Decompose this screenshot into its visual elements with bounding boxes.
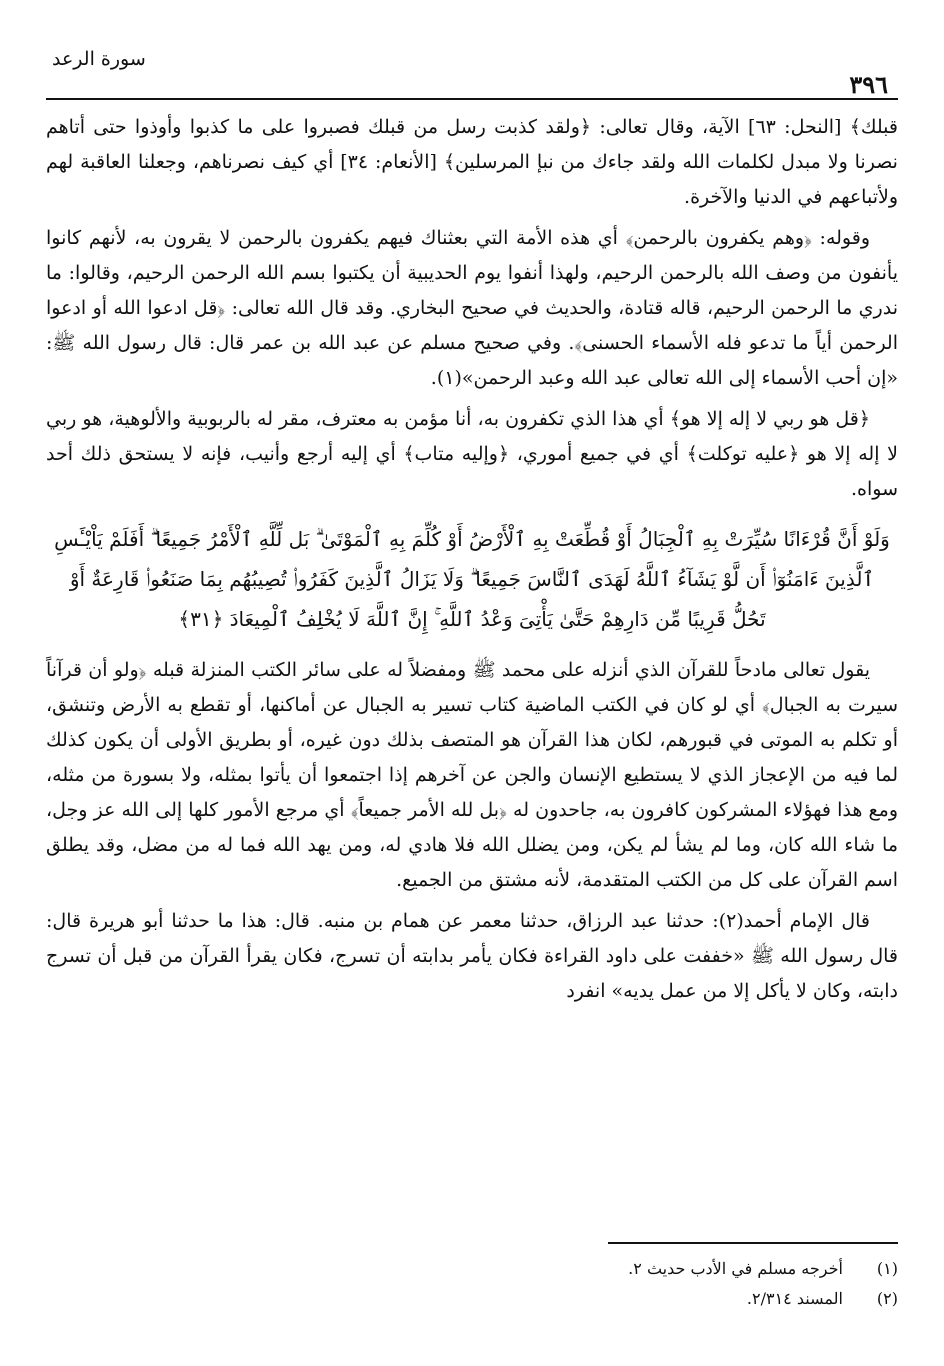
footnote-number: (٢) [876, 1289, 898, 1308]
footnote-number: (١) [876, 1259, 898, 1278]
quran-verse: وَلَوْ أَنَّ قُرْءَانًا سُيِّرَتْ بِهِ ٱلْجِبَالُ أَوْ قُطِّعَتْ بِهِ ٱلْأَرْضُ أَوْ كُلِّمَ بِهِ ٱلْمَوْتَىٰ ۗ بَل لِّلَّهِ ٱلْأَمْرُ جَمِيعًا ۗ أَفَلَمْ يَاْيْـَٔسِ ٱلَّذِينَ ءَامَنُوٓا۟ أَن لَّوْ يَشَآءُ ٱللَّهُ لَهَدَى ٱلنَّاسَ جَمِيعًا ۗ وَلَا يَزَالُ ٱلَّذِينَ كَفَرُوا۟ تُصِيبُهُم بِمَا صَنَعُوا۟ قَارِعَةٌ أَوْ تَحُلُّ قَرِيبًا مِّن دَارِهِمْ حَتَّىٰ يَأْتِىَ وَعْدُ ٱللَّهِ ۚ إِنَّ ٱللَّهَ لَا يُخْلِفُ ٱلْمِيعَادَ ﴿٣١﴾ [54, 527, 890, 631]
footnote [46, 1254, 898, 1284]
paragraph: وقوله: ﴿وهم يكفرون بالرحمن﴾ أي هذه الأمة التي بعثناك فيهم يكفرون بالرحمن لا يقرون به، لأنهم كانوا يأنفون من وصف الله بالرحمن الرحيم، ولهذا أنفوا يوم الحديبية أن يكتبوا بسم الله الرحمن الرحيم، وقالوا: ما ندري ما الرحمن الرحيم، قاله قتادة، والحديث في صحيح البخاري. وقد قال الله تعالى: ﴿قل ادعوا الله أو ادعوا الرحمن أياً ما تدعو فله الأسماء الحسنى﴾. وفي صحيح مسلم عن عبد الله بن عمر قال: قال رسول الله ﷺ: «إن أحب الأسماء إلى الله تعالى عبد الله وعبد الرحمن»(١). [46, 227, 898, 389]
paragraph: يقول تعالى مادحاً للقرآن الذي أنزله على محمد ﷺ ومفضلاً له على سائر الكتب المنزلة قبله ﴿ولو أن قرآناً سيرت به الجبال﴾ أي لو كان في الكتب الماضية كتاب تسير به الجبال عن أماكنها، أو تقطع به الأرض وتنشق، أو تكلم به الموتى في قبورهم، لكان هذا القرآن هو المتصف بذلك دون غيره، أو بطريق الأولى أن يكون كذلك لما فيه من الإعجاز الذي لا يستطيع الإنسان والجن عن آخرهم إذا اجتمعوا أن يأتوا بمثله، ولا بسورة من مثله، ومع هذا فهؤلاء المشركون كافرون به، جاحدون له ﴿بل لله الأمر جميعاً﴾ أي مرجع الأمور كلها إلى الله عز وجل، ما شاء الله كان، وما لم يشأ لم يكن، ومن يضلل الله فلا هادي له، ومن يهد الله فما له من مضل، وقد يطلق اسم القرآن على كل من الكتب المتقدمة، لأنه مشتق من الجميع. [46, 659, 898, 891]
footnote-text: أخرجه مسلم في الأدب حديث ٢. [628, 1259, 843, 1278]
footnote-divider [608, 1242, 898, 1244]
page-header [46, 30, 898, 100]
footnote [46, 1284, 898, 1314]
running-title: سورة الرعد [52, 48, 146, 70]
paragraph: ﴿قل هو ربي لا إله إلا هو﴾ أي هذا الذي تكفرون به، أنا مؤمن به معترف، مقر له بالربوبية والألوهية، هو ربي لا إله إلا هو ﴿عليه توكلت﴾ أي في جميع أموري، ﴿وإليه متاب﴾ أي إليه أرجع وأنيب، فإنه لا يستحق ذلك أحد سواه. [46, 408, 898, 500]
body-text [46, 110, 898, 1009]
footnote-text: المسند ٢/٣١٤. [746, 1289, 843, 1308]
book-page [46, 30, 898, 1350]
paragraph: قبلك﴾ [النحل: ٦٣] الآية، وقال تعالى: ﴿ولقد كذبت رسل من قبلك فصبروا على ما كذبوا وأوذوا حتى أتاهم نصرنا ولا مبدل لكلمات الله ولقد جاءك من نبإ المرسلين﴾ [الأنعام: ٣٤] أي كيف نصرناهم، وجعلنا العاقبة لهم ولأتباعهم في الدنيا والآخرة. [46, 116, 898, 208]
paragraph: قال الإمام أحمد(٢): حدثنا عبد الرزاق، حدثنا معمر عن همام بن منبه. قال: هذا ما حدثنا أبو هريرة قال: قال رسول الله ﷺ «خففت على داود القراءة فكان يأمر بدابته أن تسرج، فكان يقرأ القرآن من قبل أن تسرج دابته، وكان لا يأكل إلا من عمل يديه» انفرد [46, 910, 898, 1002]
footnotes [46, 1242, 898, 1314]
page-number: ٣٩٦ [849, 70, 888, 99]
